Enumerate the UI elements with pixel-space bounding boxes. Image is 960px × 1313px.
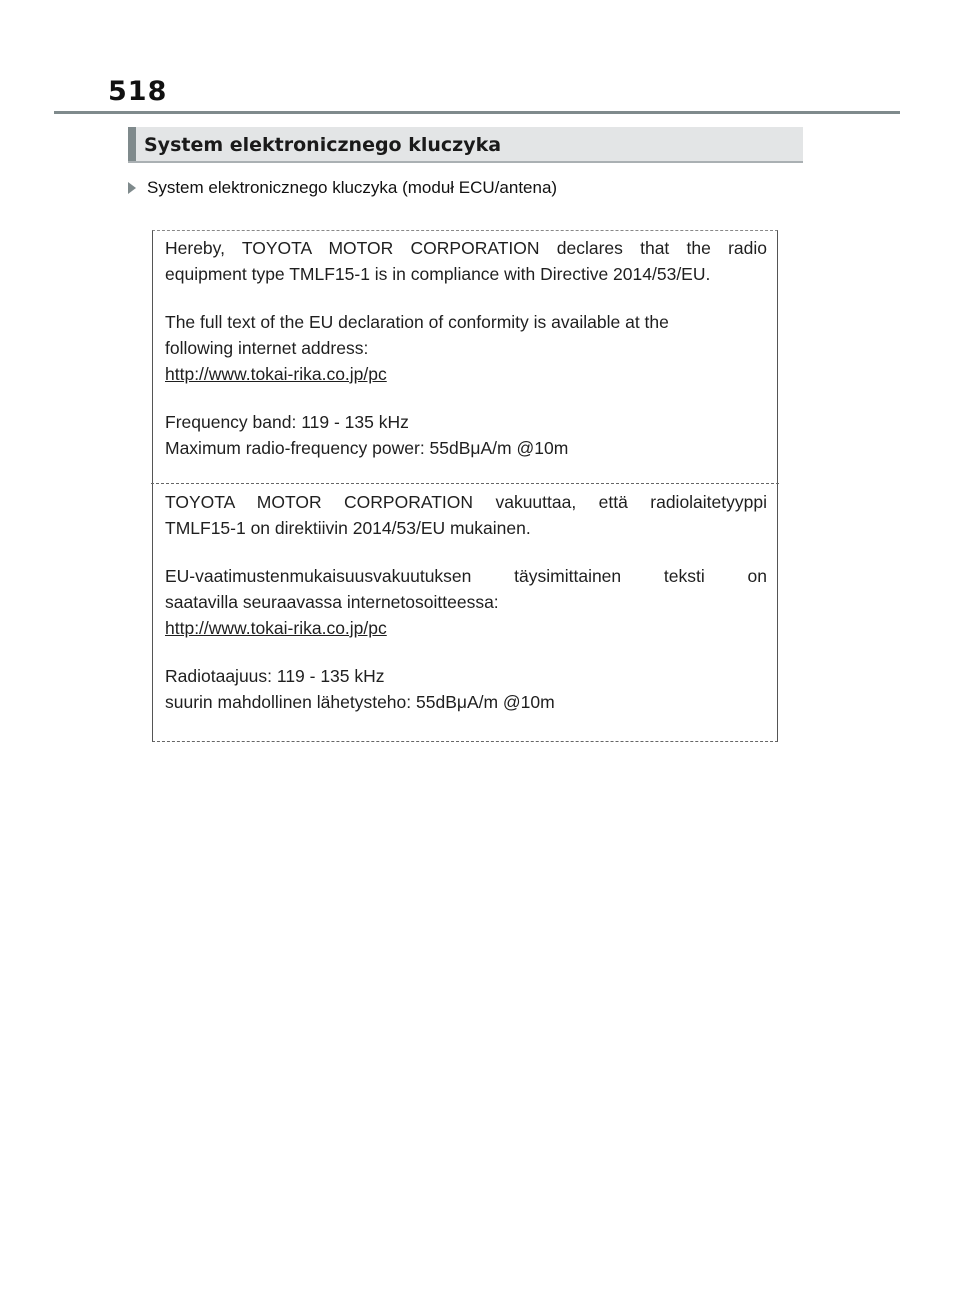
section-title: System elektronicznego kluczyka xyxy=(144,134,502,156)
header-rule xyxy=(54,111,900,114)
en-power: Maximum radio-frequency power: 55dBμA/m @10m xyxy=(165,438,569,458)
en-line-1: Hereby, TOYOTA MOTOR CORPORATION declares that the radio xyxy=(165,238,767,258)
declaration-english xyxy=(165,235,767,461)
fi-line-4: saatavilla seuraavassa internetosoitteessa: xyxy=(165,592,499,612)
fi-power: suurin mahdollinen lähetysteho: 55dBμA/m @10m xyxy=(165,692,555,712)
en-line-4: following internet address: xyxy=(165,338,369,358)
fi-line-2: TMLF15-1 on direktiivin 2014/53/EU mukainen. xyxy=(165,518,531,538)
bullet-text: System elektronicznego kluczyka (moduł ECU/antena) xyxy=(147,178,558,197)
section-header xyxy=(128,127,803,163)
en-frequency: Frequency band: 119 - 135 kHz xyxy=(165,412,409,432)
page-number: 518 xyxy=(108,76,168,107)
bullet-item xyxy=(128,178,557,198)
en-line-2: equipment type TMLF15-1 is in compliance with Directive 2014/53/EU. xyxy=(165,264,711,284)
fi-line-1: TOYOTA MOTOR CORPORATION vakuuttaa, että radiolaitetyyppi xyxy=(165,492,767,512)
declaration-finnish xyxy=(165,489,767,715)
fi-line-3: EU-vaatimustenmukaisuusvakuutuksen täysimittainen teksti on xyxy=(165,566,767,586)
language-divider xyxy=(151,483,779,484)
section-header-accent xyxy=(128,127,136,161)
en-line-3: The full text of the EU declaration of conformity is available at the xyxy=(165,312,669,332)
certification-label xyxy=(152,230,778,742)
en-url: http://www.tokai-rika.co.jp/pc xyxy=(165,364,387,384)
fi-frequency: Radiotaajuus: 119 - 135 kHz xyxy=(165,666,385,686)
triangle-bullet-icon xyxy=(128,182,136,194)
fi-url: http://www.tokai-rika.co.jp/pc xyxy=(165,618,387,638)
